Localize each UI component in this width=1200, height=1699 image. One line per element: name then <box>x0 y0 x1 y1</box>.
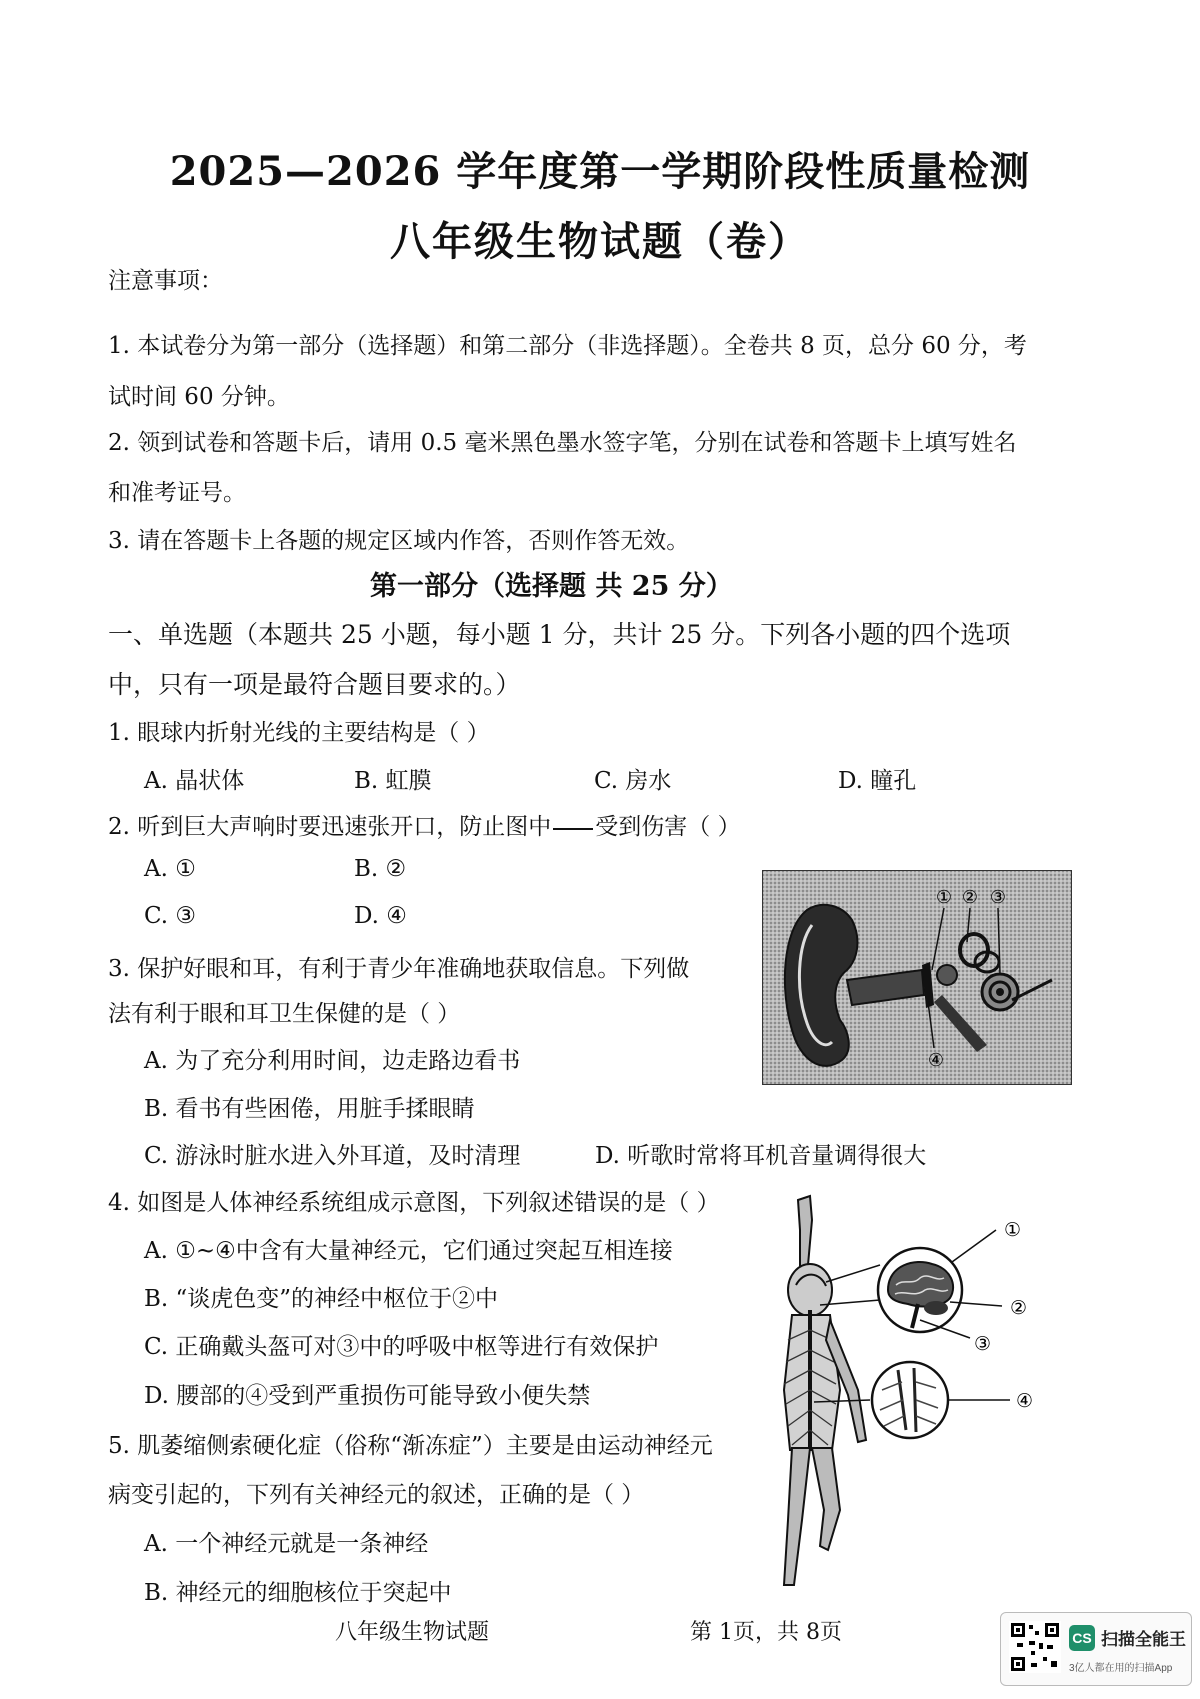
q4-option-c: C. 正确戴头盔可对③中的呼吸中枢等进行有效保护 <box>144 1334 659 1360</box>
q4-stem: 4. 如图是人体神经系统组成示意图，下列叙述错误的是（ ） <box>108 1190 720 1216</box>
note-3: 3. 请在答题卡上各题的规定区域内作答，否则作答无效。 <box>108 528 690 554</box>
q2-option-d: D. ④ <box>354 903 407 929</box>
q3-option-a: A. 为了充分利用时间，边走路边看书 <box>144 1048 521 1074</box>
q3-stem-a: 3. 保护好眼和耳，有利于青少年准确地获取信息。下列做 <box>108 956 690 982</box>
page-number: 第 1页，共 8页 <box>690 1620 842 1645</box>
q5-option-b: B. 神经元的细胞核位于突起中 <box>144 1580 452 1606</box>
q1-option-c: C. 房水 <box>594 768 672 794</box>
note-1a: 1. 本试卷分为第一部分（选择题）和第二部分（非选择题）。全卷共 8 页，总分 60 分，考 <box>108 333 1027 359</box>
exam-subtitle: 八年级生物试题（卷） <box>390 218 810 265</box>
ear-label-3: ③ <box>989 887 1007 908</box>
q4-option-b: B. “谈虎色变”的神经中枢位于②中 <box>144 1286 499 1312</box>
q3-option-b: B. 看书有些困倦，用脏手揉眼睛 <box>144 1096 475 1122</box>
q4-option-a: A. ①~④中含有大量神经元，它们通过突起互相连接 <box>144 1238 673 1264</box>
section-heading-a: 一、单选题（本题共 25 小题，每小题 1 分，共计 25 分。下列各小题的四个选项 <box>108 620 1011 649</box>
q3-stem-b: 法有利于眼和耳卫生保健的是（ ） <box>108 1001 461 1027</box>
q2-option-a: A. ① <box>144 856 196 882</box>
ear-diagram-svg <box>762 870 1072 1085</box>
part1-title: 第一部分（选择题 共 25 分） <box>370 571 733 602</box>
q2-stem <box>108 808 741 841</box>
q1-stem: 1. 眼球内折射光线的主要结构是（ ） <box>108 720 490 746</box>
scanner-app-name: 扫描全能王 <box>1101 1630 1186 1649</box>
q4-option-d: D. 腰部的④受到严重损伤可能导致小便失禁 <box>144 1383 591 1409</box>
q5-stem-b: 病变引起的，下列有关神经元的叙述，正确的是（ ） <box>108 1482 645 1508</box>
nervous-system-diagram <box>770 1190 1070 1590</box>
answer-blank <box>553 828 593 830</box>
nerve-label-3: ③ <box>974 1333 992 1355</box>
ear-label-4: ④ <box>927 1050 945 1071</box>
ear-diagram <box>762 870 1072 1085</box>
note-1b: 试时间 60 分钟。 <box>108 384 290 410</box>
q5-option-a: A. 一个神经元就是一条神经 <box>144 1531 429 1557</box>
nerve-label-4: ④ <box>1016 1390 1034 1412</box>
q2-stem-b: 受到伤害（ ） <box>595 814 741 840</box>
scanner-watermark <box>1000 1612 1192 1686</box>
qr-code-icon <box>1009 1621 1061 1673</box>
cs-logo-icon: CS <box>1069 1625 1095 1651</box>
q3-option-c: C. 游泳时脏水进入外耳道，及时清理 <box>144 1143 521 1169</box>
ear-label-2: ② <box>961 887 979 908</box>
q2-option-b: B. ② <box>354 856 407 882</box>
q1-option-d: D. 瞳孔 <box>838 768 917 794</box>
q1-option-b: B. 虹膜 <box>354 768 432 794</box>
nerve-label-2: ② <box>1010 1297 1028 1319</box>
nerve-label-1: ① <box>1004 1219 1022 1241</box>
notes-heading: 注意事项： <box>108 268 223 294</box>
note-2a: 2. 领到试卷和答题卡后，请用 0.5 毫米黑色墨水签字笔，分别在试卷和答题卡上填写姓名 <box>108 430 1017 456</box>
footer-title: 八年级生物试题 <box>335 1620 490 1645</box>
scanner-tagline: 3亿人都在用的扫描App <box>1069 1663 1173 1674</box>
q1-option-a: A. 晶状体 <box>144 768 245 794</box>
q2-stem-a: 2. 听到巨大声响时要迅速张开口，防止图中 <box>108 814 552 840</box>
q2-option-c: C. ③ <box>144 903 197 929</box>
ear-label-1: ① <box>935 887 953 908</box>
q3-option-d: D. 听歌时常将耳机音量调得很大 <box>595 1143 927 1169</box>
exam-title: 2025—2026 学年度第一学期阶段性质量检测 <box>169 148 1031 195</box>
q5-stem-a: 5. 肌萎缩侧索硬化症（俗称“渐冻症”）主要是由运动神经元 <box>108 1433 713 1459</box>
nervous-system-svg <box>770 1190 1070 1590</box>
note-2b: 和准考证号。 <box>108 480 246 506</box>
section-heading-b: 中，只有一项是最符合题目要求的。） <box>108 670 521 699</box>
